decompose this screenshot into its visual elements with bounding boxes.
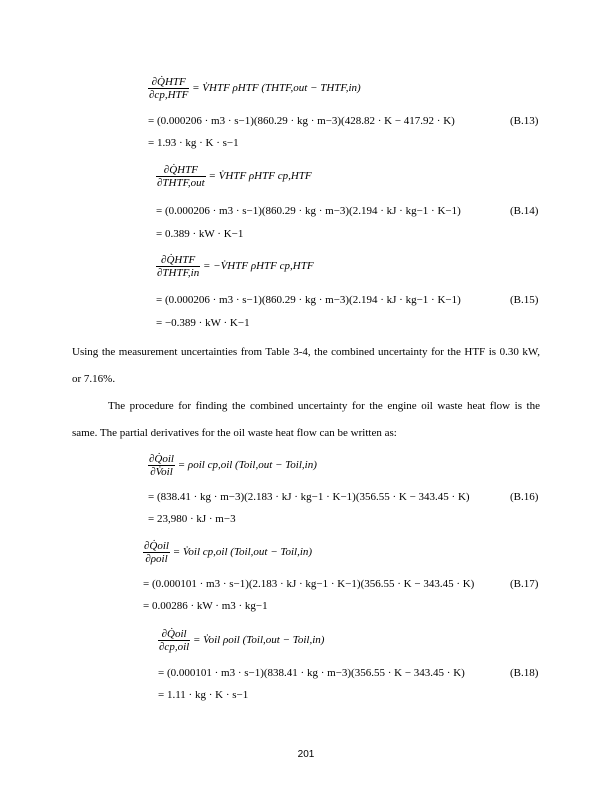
eq-b14-lhs-num: ∂Q̇HTF (156, 164, 206, 177)
eq-b14-subst: = (0.000206 · m3 · s−1)(860.29 · kg · m−3)(2.194 · kJ · kg−1 · K−1) (156, 205, 461, 217)
eq-b14-result: = 0.389 · kW · K−1 (156, 228, 244, 240)
eq-b13-rhs-sym: = V̇HTF ρHTF (THTF,out − THTF,in) (192, 82, 361, 95)
eq-b14-lhs-den: ∂THTF,out (157, 177, 205, 189)
eq-b18-subst: = (0.000101 · m3 · s−1)(838.41 · kg · m−3)(356.55 · K − 343.45 · K) (158, 667, 465, 679)
eq-b13-subst: = (0.000206 · m3 · s−1)(860.29 · kg · m−3)(428.82 · K − 417.92 · K) (148, 115, 455, 127)
eq-b15-fraction (156, 254, 314, 279)
eq-b15-subst: = (0.000206 · m3 · s−1)(860.29 · kg · m−3)(2.194 · kJ · kg−1 · K−1) (156, 294, 461, 306)
eq-b16-subst: = (838.41 · kg · m−3)(2.183 · kJ · kg−1 · K−1)(356.55 · K − 343.45 · K) (148, 491, 470, 503)
eq-b13-lhs-den: ∂cp,HTF (149, 89, 189, 101)
eq-b18-rhs-sym: = V̇oil ρoil (Toil,out − Toil,in) (192, 634, 325, 647)
paragraph-oil-procedure: The procedure for finding the combined uncertainty for the engine oil waste heat flow is the same. The partial derivatives for the oil waste heat flow can be written as: (72, 400, 540, 439)
eq-b18-fraction (158, 628, 324, 653)
eq-b16-result: = 23,980 · kJ · m−3 (148, 513, 236, 525)
eq-b13-label: (B.13) (510, 115, 539, 127)
eq-b15-result: = −0.389 · kW · K−1 (156, 317, 250, 329)
eq-b17-result: = 0.00286 · kW · m3 · kg−1 (143, 600, 268, 612)
eq-b13-result: = 1.93 · kg · K · s−1 (148, 137, 239, 149)
eq-b18-label: (B.18) (510, 667, 539, 679)
eq-b15-rhs-sym: = −V̇HTF ρHTF cp,HTF (202, 260, 314, 273)
eq-b18-lhs-num: ∂Q̇oil (158, 628, 190, 641)
eq-b18-result: = 1.11 · kg · K · s−1 (158, 689, 249, 701)
eq-b17-lhs-den: ∂ρoil (145, 553, 168, 565)
eq-b17-fraction (143, 540, 312, 565)
eq-b15-lhs-num: ∂Q̇HTF (156, 254, 200, 267)
eq-b16-lhs-den: ∂V̇oil (150, 466, 173, 478)
eq-b16-lhs-num: ∂Q̇oil (149, 453, 174, 465)
eq-b17-lhs-num: ∂Q̇oil (144, 540, 169, 552)
eq-b13-lhs-num: ∂Q̇HTF (148, 76, 189, 89)
eq-b14-rhs-sym: = V̇HTF ρHTF cp,HTF (208, 170, 312, 183)
eq-b18-lhs-den: ∂cp,oil (159, 641, 190, 653)
eq-b14-label: (B.14) (510, 205, 539, 217)
eq-b17-rhs-sym: = V̇oil cp,oil (Toil,out − Toil,in) (172, 546, 313, 559)
eq-b13-fraction (148, 76, 361, 101)
paragraph-htf-uncertainty: Using the measurement uncertainties from Table 3-4, the combined uncertainty for the HTF is 0.30 kW, or 7.16%. (72, 346, 540, 385)
eq-b17-label: (B.17) (510, 578, 539, 590)
eq-b14-fraction (156, 164, 312, 189)
page-number: 201 (297, 749, 315, 760)
eq-b16-label: (B.16) (510, 491, 539, 503)
eq-b15-label: (B.15) (510, 294, 539, 306)
eq-b16-fraction (148, 453, 317, 478)
eq-b17-subst: = (0.000101 · m3 · s−1)(2.183 · kJ · kg−1 · K−1)(356.55 · K − 343.45 · K) (143, 578, 475, 590)
eq-b16-rhs-sym: = ρoil cp,oil (Toil,out − Toil,in) (177, 459, 317, 472)
eq-b15-lhs-den: ∂THTF,in (157, 267, 200, 279)
